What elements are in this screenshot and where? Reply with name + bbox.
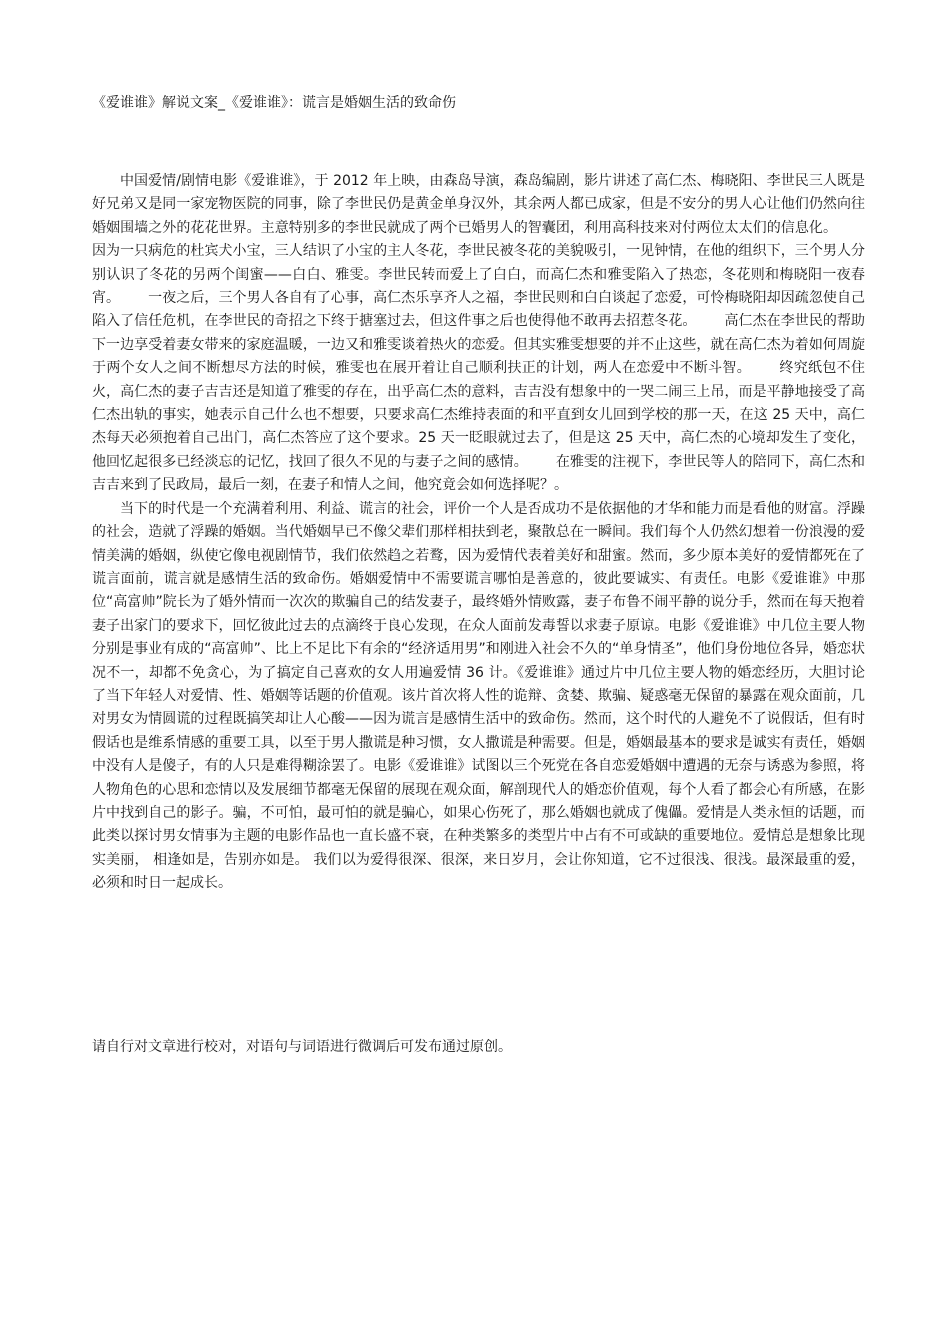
synopsis-segment-6: 在雅雯的注视下，李世民等人的陪同下，高仁杰和吉吉来到了民政局，最后一刻，在妻子和情人之间，他究竟会如何选择呢？。 xyxy=(92,453,866,494)
synopsis-segment-5: 终究纸包不住火，高仁杰的妻子吉吉还是知道了雅雯的存在，出乎高仁杰的意料，吉吉没有想象中的一哭二闹三上吊，而是平静地接受了高仁杰出轨的事实，她表示自己什么也不想要，只要求高仁杰维持表面的和平直到女儿回到学校的那一天，在这 25 天中，高仁杰每天必须抱着自己出门，高仁杰答应了这个要求。25 天一眨眼就过去了，但是这 25 天中，高仁杰的心境却发生了变化，他回忆起很多已经淡忘的记忆，找回了很久不见的与妻子之间的感情。 xyxy=(92,360,866,470)
synopsis-segment-3: 一夜之后，三个男人各自有了心事，高仁杰乐享齐人之福，李世民则和白白谈起了恋爱，可怜梅晓阳却因疏忽使自己陷入了信任危机，在李世民的奇招之下终于搪塞过去，但这件事之后也使得他不敢再去招惹冬花。 xyxy=(92,290,866,330)
document-title: 《爱谁谁》解说文案_《爱谁谁》：谎言是婚姻生活的致命伤 xyxy=(92,95,456,111)
synopsis-segment-4: 高仁杰在李世民的帮助下一边享受着妻女带来的家庭温暖，一边又和雅雯谈着热火的恋爱。但其实雅雯想要的并不止这些，就在高仁杰为着如何周旋于两个女人之间不断想尽方法的时候，雅雯也在展开着让自己顺利扶正的计划，两人在恋爱中不断斗智。 xyxy=(92,313,866,377)
synopsis-segment-1: 中国爱情/剧情电影《爱谁谁》，于 2012 年上映，由森岛导演，森岛编剧，影片讲述了高仁杰、梅晓阳、李世民三人既是好兄弟又是同一家宠物医院的同事，除了李世民仍是黄金单身汉外，其余两人都已成家，但是不安分的男人心让他们仍然向往婚姻围墙之外的花花世界。主意特别多的李世民就成了两个已婚男人的智囊团，利用高科技来对付两位太太们的信息化。 xyxy=(92,173,865,236)
proofreading-note: 请自行对文章进行校对，对语句与词语进行微调后可发布通过原创。 xyxy=(92,1039,512,1055)
synopsis-paragraph xyxy=(92,170,865,498)
commentary-paragraph: 当下的时代是一个充满着利用、利益、谎言的社会，评价一个人是否成功不是依据他的才华和能力而是看他的财富。浮躁的社会，造就了浮躁的婚姻。当代婚姻早已不像父辈们那样相扶到老，聚散总在一瞬间。我们每个人仍然幻想着一份浪漫的爱情美满的婚姻，纵使它像电视剧情节，我们依然趋之若鹜，因为爱情代表着美好和甜蜜。然而，多少原本美好的爱情都死在了谎言面前，谎言就是感情生活的致命伤。婚姻爱情中不需要谎言哪怕是善意的，彼此要诚实、有责任。电影《爱谁谁》中那位“高富帅”院长为了婚外情而一次次的欺骗自己的结发妻子，最终婚外情败露，妻子布鲁不闹平静的说分手，然而在每天抱着妻子出家门的要求下，回忆彼此过去的点滴终于良心发现，在众人面前发毒誓以求妻子原谅。电影《爱谁谁》中几位主要人物分别是事业有成的“高富帅”、比上不足比下有余的“经济适用男”和刚进入社会不久的“单身情圣”，他们身份地位各异，婚恋状况不一，却都不免贪心，为了搞定自己喜欢的女人用遍爱情 36 计。《爱谁谁》通过片中几位主要人物的婚恋经历，大胆讨论了当下年轻人对爱情、性、婚姻等话题的价值观。该片首次将人性的诡辩、贪婪、欺骗、疑惑毫无保留的暴露在观众面前，几对男女为情圆谎的过程既搞笑却让人心酸——因为谎言是感情生活中的致命伤。然而，这个时代的人避免不了说假话，但有时假话也是维系情感的重要工具，以至于男人撒谎是种习惯，女人撒谎是种需要。但是，婚姻最基本的要求是诚实有责任，婚姻中没有人是傻子，有的人只是难得糊涂罢了。电影《爱谁谁》试图以三个死党在各自恋爱婚姻中遭遇的无奈与诱惑为参照，将人物角色的心思和恋情以及发展细节都毫无保留的展现在观众面，解剖现代人的婚恋价值观，每个人看了都会心有所感，在影片中找到自己的影子。骗，不可怕，最可怕的就是骗心，如果心伤死了，那么婚姻也就成了傀儡。爱情是人类永恒的话题，而此类以探讨男女情事为主题的电影作品也一直长盛不衰，在种类繁多的类型片中占有不可或缺的重要地位。爱情总是想象比现实美丽， 相逢如是，告别亦如是。 我们以为爱得很深、很深，来日岁月，会让你知道，它不过很浅、很浅。最深最重的爱，必须和时日一起成长。 xyxy=(92,500,865,892)
article-body xyxy=(92,170,865,896)
synopsis-segment-2: 因为一只病危的杜宾犬小宝，三人结识了小宝的主人冬花，李世民被冬花的美貌吸引，一见钟情，在他的组织下，三个男人分别认识了冬花的另两个闺蜜——白白、雅雯。李世民转而爱上了白白，而高仁杰和雅雯陷入了热恋，冬花则和梅晓阳一夜春宵。 xyxy=(92,243,865,307)
